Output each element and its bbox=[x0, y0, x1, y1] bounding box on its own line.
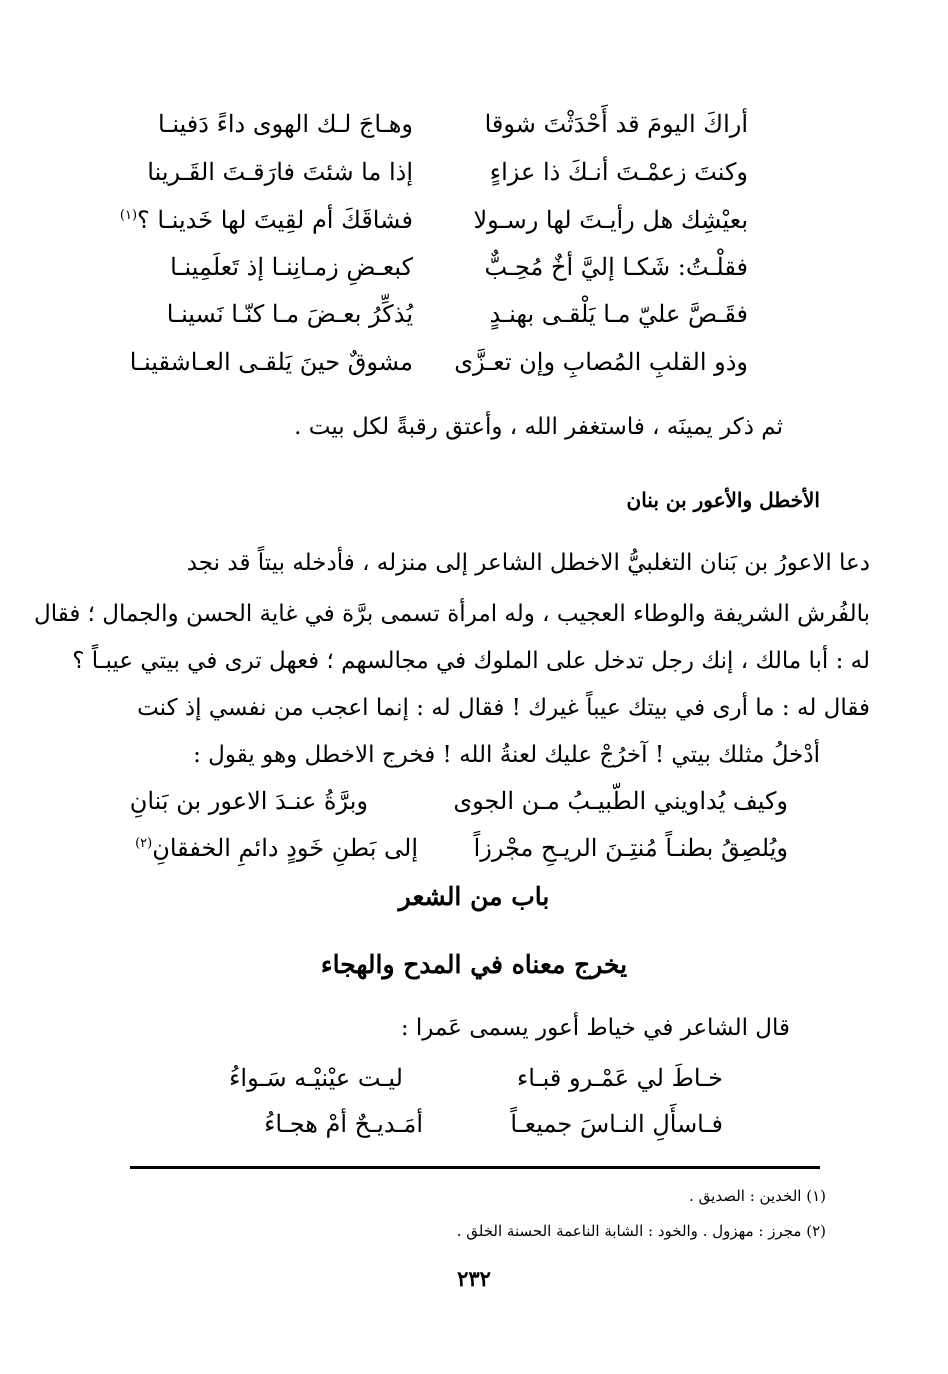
verse-hemistich-left: وبرَّةُ عنـدَ الاعور بن بَنانِ bbox=[129, 787, 368, 815]
verse-hemistich-left: وهـاجَ لـك الهوى داءً دَفينـا bbox=[157, 110, 413, 138]
footnote-marker: (١) bbox=[119, 208, 138, 223]
footnote-number: (٢) bbox=[806, 1222, 826, 1240]
prose-line: بالفُرش الشريفة والوطاء العجيب ، وله امرأة تسمى برَّة في غاية الحسن والجمال ؛ فقال bbox=[34, 601, 870, 627]
verse-hemistich-right: فقلْـتُ: شَكـا إليَّ أخٌ مُحِـبٌّ bbox=[484, 253, 748, 281]
verse-hemistich-left: ليـت عيْنيْـه سَـواءُ bbox=[229, 1064, 403, 1092]
footnote-number: (١) bbox=[806, 1187, 826, 1205]
verse-hemistich-right: وذو القلبِ المُصابِ وإن تعـزَّى bbox=[454, 348, 748, 376]
verse-hemistich-right: فقَـصَّ عليّ مـا يَلْقـى بهنـدٍ bbox=[489, 300, 748, 328]
section-title: الأخطل والأعور بن بنان bbox=[626, 488, 820, 512]
verse-hemistich-left bbox=[120, 206, 413, 234]
footnote-text: مجرز : مهزول . والخود : الشابة الناعمة الحسنة الخلق . bbox=[456, 1222, 802, 1240]
verse-hemistich-right: ويُلصِقُ بطنـاً مُنتِـنَ الريـحِ مجْرزاً bbox=[473, 834, 788, 862]
verse-text: فشاقَكَ أم لقِيتَ لها خَدينـا ؟ bbox=[137, 206, 413, 234]
verse-hemistich-right: وكنتَ زعمْـتَ أنـكَ ذا عزاءٍ bbox=[489, 158, 748, 186]
verse-hemistich-left: مشوقٌ حينَ يَلقـى العـاشقينـا bbox=[129, 348, 413, 376]
verse-hemistich-left: أمَـديـحٌ أمْ هجـاءُ bbox=[264, 1110, 423, 1138]
verse-hemistich-left: يُذكِّرُ بعـضَ مـا كنّـا نَسينـا bbox=[166, 300, 413, 328]
chapter-title: باب من الشعر bbox=[398, 882, 550, 911]
intro-line: قال الشاعر في خياط أعور يسمى عَمرا : bbox=[400, 1015, 790, 1041]
footnote bbox=[689, 1187, 826, 1205]
verse-hemistich-right: وكيف يُداويني الطّبيـبُ مـن الجوى bbox=[453, 787, 788, 815]
prose-line: دعا الاعورُ بن بَنان التغلبيُّ الاخطل الشاعر إلى منزله ، فأدخله بيتاً قد نجد bbox=[186, 550, 870, 576]
footnote bbox=[457, 1222, 826, 1240]
verse-hemistich-right: بعيْشِك هل رأيـتَ لها رسـولا bbox=[473, 206, 748, 234]
footnote-text: الخدين : الصديق . bbox=[689, 1187, 802, 1205]
verse-hemistich-right: خـاطَ لي عَمْـرو قبـاء bbox=[517, 1064, 723, 1092]
footnote-separator bbox=[130, 1166, 820, 1169]
chapter-subtitle: يخرج معناه في المدح والهجاء bbox=[320, 950, 628, 979]
verse-hemistich-right: فـاسأَلِ النـاسَ جميعـاً bbox=[510, 1110, 723, 1138]
prose-line: أدْخلُ مثلك بيتي ! آخرُجْ عليك لعنةُ الله ! فخرج الاخطل وهو يقول : bbox=[193, 742, 820, 768]
verse-hemistich-right: أراكَ اليومَ قد أَحْدَثْتَ شوقا bbox=[484, 110, 748, 138]
page-number: ٢٣٢ bbox=[457, 1266, 491, 1291]
prose-line: فقال له : ما أرى في بيتك عيباً غيرك ! فقال له : إنما اعجب من نفسي إذ كنت bbox=[137, 695, 870, 721]
verse-hemistich-left bbox=[135, 834, 418, 862]
verse-hemistich-left: كبعـضِ زمـانِنـا إذ تَعلَمِينـا bbox=[170, 253, 413, 281]
footnote-marker: (٢) bbox=[135, 836, 153, 851]
verse-hemistich-left: إذا ما شئتَ فارَقـتَ القَـرينا bbox=[147, 158, 413, 186]
verse-text: إلى بَطنِ خَودٍ دائمِ الخفقانِ bbox=[152, 834, 418, 862]
prose-line: له : أبا مالك ، إنك رجل تدخل على الملوك في مجالسهم ؛ فعهل ترى في بيتي عيبـاً ؟ bbox=[72, 648, 870, 674]
after-poem-text: ثم ذكر يمينَه ، فاستغفر الله ، وأعتق رقبةً لكل بيت . bbox=[294, 414, 783, 440]
